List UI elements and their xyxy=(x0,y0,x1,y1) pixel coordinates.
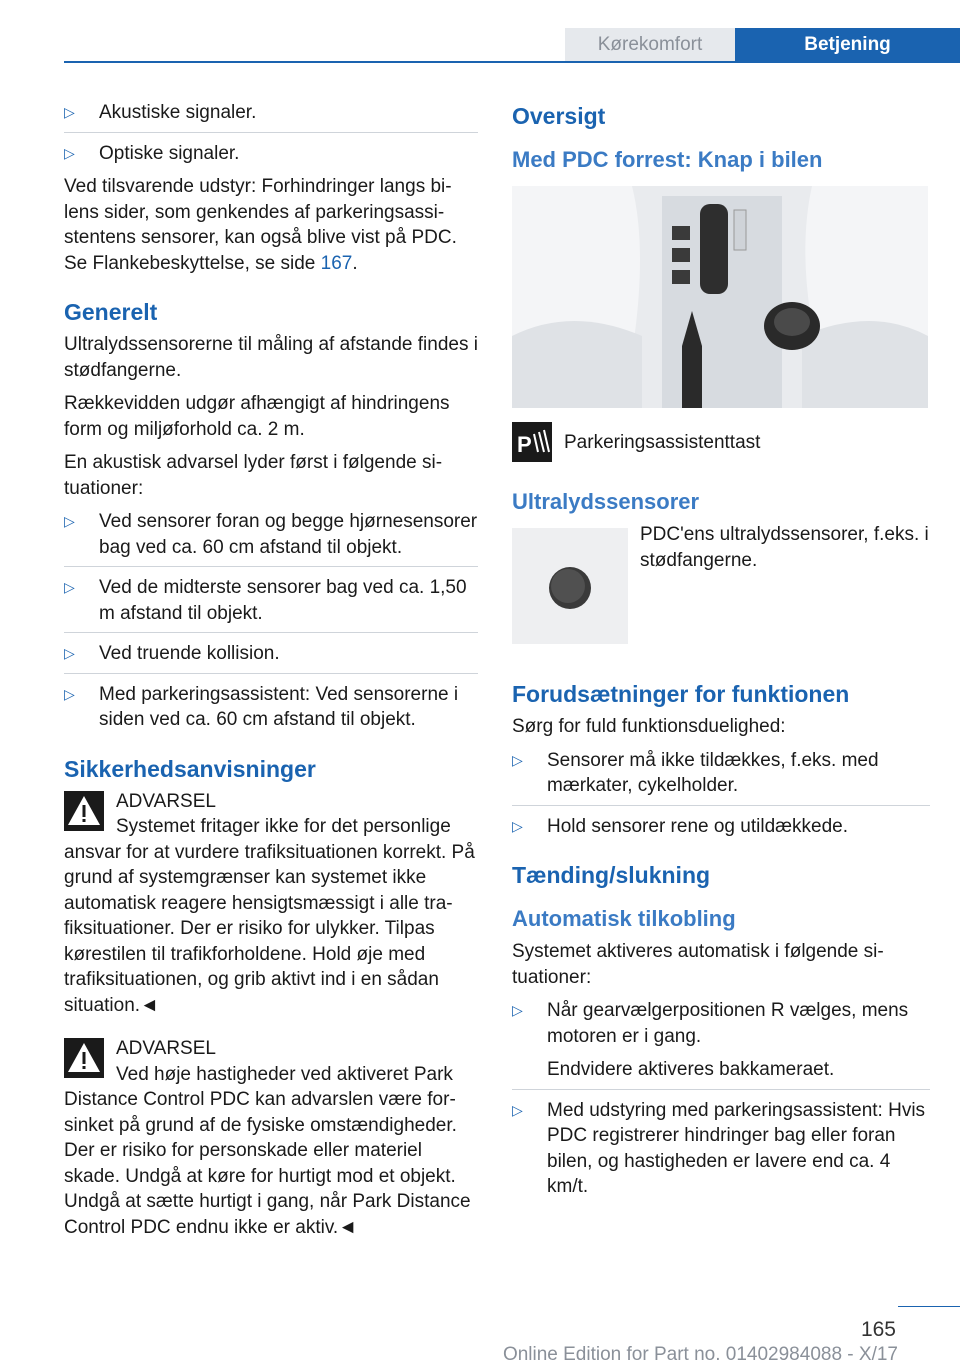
bullet-triangle-icon: ▷ xyxy=(512,1101,523,1118)
heading-generelt: Generelt xyxy=(64,299,158,325)
bullet-triangle-icon: ▷ xyxy=(64,645,75,661)
paragraph: Rækkevidden udgør afhængigt af hindringens form og miljøforhold ca. 2 m. xyxy=(64,393,450,440)
parking-key-row xyxy=(512,422,930,462)
paragraph: Ultralydssensorerne til måling af afstande findes i stødfangerne. xyxy=(64,334,478,381)
right-column xyxy=(512,100,930,1208)
list-item: ▷ Når gearvælgerpositionen R vælges, mens motoren er i gang. Endvidere aktiveres bakkameraet. xyxy=(512,998,930,1090)
bullet-triangle-icon: ▷ xyxy=(512,1002,523,1018)
warning-text: Systemet fritager ikke for det personlige ansvar for at vurdere trafiksituationen korrekt. På grund af systemgrænser kan systemet ikke automatisk reagere hensigtsmæssigt i alle trafiksituationer. Der er risiko for ulykker. Tilpas kørestilen til trafikforholdene. Hold øje med trafiksituationen, og grib aktivt ind i en sådan situation.◄ xyxy=(64,816,475,1016)
warning-block xyxy=(64,789,478,1019)
bullet-triangle-icon: ▷ xyxy=(64,104,75,120)
warning-text: Ved høje hastigheder ved aktiveret Park Distance Control PDC kan advarslen være forsinket på grund af de fysiske omstændigheder. Der er risiko for personskade eller materiel skade. Undgå at køre for hurtigt mod et objekt. Undgå at sætte hurtigt i gang, når Park Distance Control PDC endnu ikke er aktiv.◄ xyxy=(64,1063,471,1238)
list-item: ▷ Ved truende kollision. xyxy=(64,641,478,674)
heading-taending: Tænding/slukning xyxy=(512,862,711,888)
list-item: ▷ Sensorer må ikke tildækkes, f.eks. med mærkater, cykelholder. xyxy=(512,748,930,806)
parking-key-label: Parkeringsassistenttast xyxy=(564,432,761,453)
footer-rule xyxy=(898,1306,960,1307)
svg-text:P: P xyxy=(517,432,532,457)
intro-paragraph: Ved tilsvarende udstyr: Forhindringer langs bilens sider, som genkendes af parkeringsassistentens sensorer, kan også blive vist på PDC. Se Flankebeskyttelse, se side 167. xyxy=(64,176,457,274)
paragraph: En akustisk advarsel lyder først i følgende situationer: xyxy=(64,452,443,499)
heading-ultralyd: Ultralydssensorer xyxy=(512,489,700,514)
list-item: ▷ Med udstyring med parkeringsassistent: Hvis PDC registrerer hindringer bag eller foran bilen, og hastigheden er lavere end ca. 4 km/t. xyxy=(512,1099,926,1197)
center-console-photo xyxy=(512,186,928,408)
heading-sikkerhed: Sikkerhedsanvisninger xyxy=(64,755,316,782)
list-item: ▷ Med parkeringsassistent: Ved sensorerne i siden ved ca. 60 cm afstand til objekt. xyxy=(64,683,459,730)
warning-title: ADVARSEL xyxy=(116,790,216,812)
warning-block xyxy=(64,1036,478,1240)
left-column xyxy=(64,100,478,1248)
page-number: 165 xyxy=(860,1318,896,1341)
sensor-block xyxy=(512,522,930,654)
list-item: ▷ Akustiske signaler. xyxy=(64,100,478,133)
parking-assist-key-icon[interactable] xyxy=(512,422,552,462)
list-item: ▷ Ved de midterste sensorer bag ved ca. 1,50 m afstand til objekt. xyxy=(64,575,478,633)
list-item: ▷ Optiske signaler. xyxy=(64,141,478,167)
edition-footer: Online Edition for Part no. 01402984088 - X/17 xyxy=(502,1344,898,1365)
warning-triangle-icon xyxy=(64,791,104,831)
page-header xyxy=(0,0,960,62)
heading-automatisk: Automatisk tilkobling xyxy=(512,906,736,931)
warning-triangle-icon xyxy=(64,1038,104,1078)
bullet-triangle-icon: ▷ xyxy=(512,751,523,768)
bullet-triangle-icon: ▷ xyxy=(64,144,75,161)
bullet-triangle-icon: ▷ xyxy=(64,513,75,529)
heading-pdc-front: Med PDC forrest: Knap i bilen xyxy=(512,147,823,172)
heading-oversigt: Oversigt xyxy=(512,103,606,129)
bullet-triangle-icon: ▷ xyxy=(64,685,75,702)
paragraph: Sørg for fuld funktionsduelighed: xyxy=(512,716,786,737)
page-link[interactable]: 167 xyxy=(320,252,353,274)
paragraph: Systemet aktiveres automatisk i følgende situationer: xyxy=(512,941,884,988)
section-tab[interactable]: Kørekomfort xyxy=(565,28,735,62)
header-rule xyxy=(64,61,960,63)
bullet-triangle-icon: ▷ xyxy=(512,817,523,834)
bullet-triangle-icon: ▷ xyxy=(64,579,75,595)
heading-forudsaetninger: Forudsætninger for funktionen xyxy=(512,681,850,707)
ultrasonic-sensor-image xyxy=(512,528,628,644)
warning-title: ADVARSEL xyxy=(116,1038,216,1059)
list-item: ▷ Ved sensorer foran og begge hjørnesensorer bag ved ca. 60 cm afstand til objekt. xyxy=(64,509,478,567)
list-item: ▷ Hold sensorer rene og utildækkede. xyxy=(512,814,930,840)
chapter-tab[interactable]: Betjening xyxy=(735,28,960,62)
sensor-text: PDC'ens ultralydssensorer, f.eks. i stødfangerne. xyxy=(640,524,929,571)
